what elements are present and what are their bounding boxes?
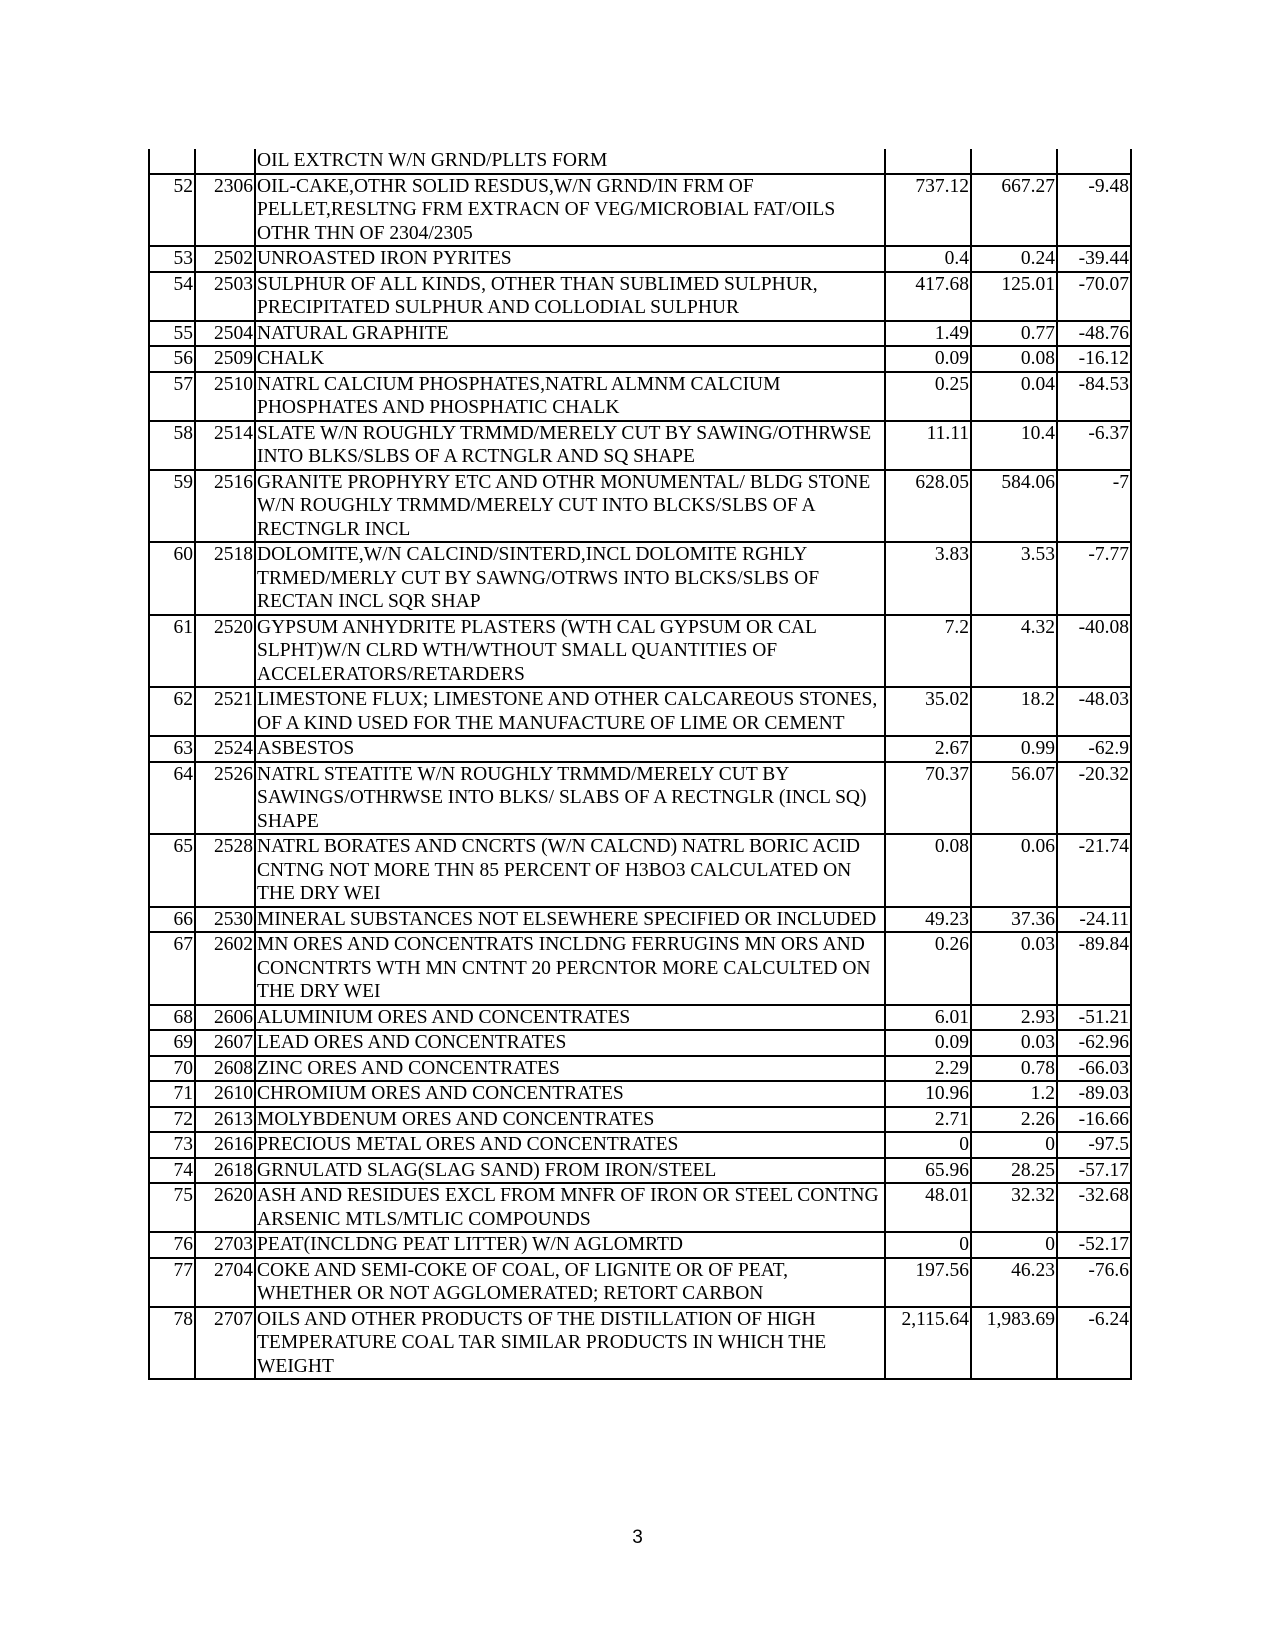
value-1-cell: 3.83 [885, 542, 971, 615]
serial-cell: 64 [149, 762, 195, 835]
value-1-cell: 70.37 [885, 762, 971, 835]
serial-cell: 61 [149, 615, 195, 688]
serial-cell: 56 [149, 346, 195, 372]
value-1-cell: 65.96 [885, 1158, 971, 1184]
change-cell: -24.11 [1057, 907, 1131, 933]
value-2-cell: 0.03 [971, 1030, 1057, 1056]
hs-code-cell: 2524 [195, 736, 255, 762]
value-1-cell: 48.01 [885, 1183, 971, 1232]
change-cell: -70.07 [1057, 272, 1131, 321]
serial-cell: 55 [149, 321, 195, 347]
hs-code-cell: 2602 [195, 932, 255, 1005]
value-1-cell: 7.2 [885, 615, 971, 688]
value-2-cell: 37.36 [971, 907, 1057, 933]
hs-code-cell: 2503 [195, 272, 255, 321]
table-row [149, 907, 1131, 933]
serial-cell: 53 [149, 246, 195, 272]
value-2-cell: 32.32 [971, 1183, 1057, 1232]
change-cell: -16.66 [1057, 1107, 1131, 1133]
value-2-cell: 0.04 [971, 372, 1057, 421]
serial-cell: 57 [149, 372, 195, 421]
serial-cell: 63 [149, 736, 195, 762]
change-cell: -32.68 [1057, 1183, 1131, 1232]
hs-code-cell: 2510 [195, 372, 255, 421]
description-cell: SLATE W/N ROUGHLY TRMMD/MERELY CUT BY SAWING/OTHRWSE INTO BLKS/SLBS OF A RCTNGLR AND SQ SHAPE [255, 421, 885, 470]
description-cell: ASH AND RESIDUES EXCL FROM MNFR OF IRON OR STEEL CONTNG ARSENIC MTLS/MTLIC COMPOUNDS [255, 1183, 885, 1232]
value-2-cell: 0.03 [971, 932, 1057, 1005]
hs-code-cell: 2618 [195, 1158, 255, 1184]
value-2-cell: 0.24 [971, 246, 1057, 272]
serial-cell: 68 [149, 1005, 195, 1031]
description-cell: UNROASTED IRON PYRITES [255, 246, 885, 272]
serial-cell: 59 [149, 470, 195, 543]
change-cell: -7 [1057, 470, 1131, 543]
serial-cell: 60 [149, 542, 195, 615]
value-1-cell: 0.09 [885, 346, 971, 372]
value-1-cell: 0.25 [885, 372, 971, 421]
table-row [149, 1030, 1131, 1056]
value-1-cell: 737.12 [885, 174, 971, 247]
hs-code-cell: 2514 [195, 421, 255, 470]
change-cell: -89.03 [1057, 1081, 1131, 1107]
change-cell: -62.9 [1057, 736, 1131, 762]
hs-code-cell: 2502 [195, 246, 255, 272]
hs-code-cell [195, 149, 255, 174]
table-row [149, 1056, 1131, 1082]
serial-cell: 54 [149, 272, 195, 321]
change-cell: -6.24 [1057, 1307, 1131, 1380]
value-2-cell: 2.26 [971, 1107, 1057, 1133]
hs-code-cell: 2521 [195, 687, 255, 736]
description-cell: MINERAL SUBSTANCES NOT ELSEWHERE SPECIFIED OR INCLUDED [255, 907, 885, 933]
value-1-cell: 2.71 [885, 1107, 971, 1133]
table-row [149, 615, 1131, 688]
change-cell: -48.76 [1057, 321, 1131, 347]
table-row [149, 1258, 1131, 1307]
value-1-cell: 0.4 [885, 246, 971, 272]
value-1-cell: 628.05 [885, 470, 971, 543]
value-1-cell: 2.67 [885, 736, 971, 762]
change-cell [1057, 149, 1131, 174]
value-2-cell [971, 149, 1057, 174]
value-2-cell: 0.99 [971, 736, 1057, 762]
value-2-cell: 10.4 [971, 421, 1057, 470]
change-cell: -51.21 [1057, 1005, 1131, 1031]
value-2-cell: 0.06 [971, 834, 1057, 907]
hs-code-cell: 2530 [195, 907, 255, 933]
table-row [149, 1307, 1131, 1380]
serial-cell: 74 [149, 1158, 195, 1184]
serial-cell: 78 [149, 1307, 195, 1380]
serial-cell: 73 [149, 1132, 195, 1158]
description-cell: OIL EXTRCTN W/N GRND/PLLTS FORM [255, 149, 885, 174]
change-cell: -7.77 [1057, 542, 1131, 615]
value-2-cell: 0.08 [971, 346, 1057, 372]
hs-code-cell: 2526 [195, 762, 255, 835]
description-cell: ASBESTOS [255, 736, 885, 762]
serial-cell: 72 [149, 1107, 195, 1133]
description-cell: CHALK [255, 346, 885, 372]
hs-code-cell: 2703 [195, 1232, 255, 1258]
hs-code-cell: 2518 [195, 542, 255, 615]
change-cell: -9.48 [1057, 174, 1131, 247]
value-1-cell: 11.11 [885, 421, 971, 470]
description-cell: OIL-CAKE,OTHR SOLID RESDUS,W/N GRND/IN FRM OF PELLET,RESLTNG FRM EXTRACN OF VEG/MICROBIAL FAT/OILS OTHR THN OF 2304/2305 [255, 174, 885, 247]
value-2-cell: 1,983.69 [971, 1307, 1057, 1380]
hs-code-cell: 2707 [195, 1307, 255, 1380]
value-1-cell: 0.26 [885, 932, 971, 1005]
hs-code-cell: 2306 [195, 174, 255, 247]
hs-code-cell: 2520 [195, 615, 255, 688]
change-cell: -62.96 [1057, 1030, 1131, 1056]
value-2-cell: 28.25 [971, 1158, 1057, 1184]
table-row [149, 1005, 1131, 1031]
description-cell: MOLYBDENUM ORES AND CONCENTRATES [255, 1107, 885, 1133]
value-2-cell: 0.78 [971, 1056, 1057, 1082]
change-cell: -57.17 [1057, 1158, 1131, 1184]
hs-code-cell: 2704 [195, 1258, 255, 1307]
table-row [149, 762, 1131, 835]
table-row [149, 687, 1131, 736]
change-cell: -89.84 [1057, 932, 1131, 1005]
description-cell: OILS AND OTHER PRODUCTS OF THE DISTILLATION OF HIGH TEMPERATURE COAL TAR SIMILAR PRODUCTS IN WHICH THE WEIGHT [255, 1307, 885, 1380]
table-row [149, 346, 1131, 372]
description-cell: SULPHUR OF ALL KINDS, OTHER THAN SUBLIMED SULPHUR, PRECIPITATED SULPHUR AND COLLODIAL SULPHUR [255, 272, 885, 321]
change-cell: -21.74 [1057, 834, 1131, 907]
value-1-cell: 0.09 [885, 1030, 971, 1056]
table-row [149, 1132, 1131, 1158]
description-cell: NATRL BORATES AND CNCRTS (W/N CALCND) NATRL BORIC ACID CNTNG NOT MORE THN 85 PERCENT OF H3BO3 CALCULATED ON THE DRY WEI [255, 834, 885, 907]
description-cell: MN ORES AND CONCENTRATS INCLDNG FERRUGINS MN ORS AND CONCNTRTS WTH MN CNTNT 20 PERCNTOR MORE CALCULTED ON THE DRY WEI [255, 932, 885, 1005]
description-cell: GRNULATD SLAG(SLAG SAND) FROM IRON/STEEL [255, 1158, 885, 1184]
value-2-cell: 0.77 [971, 321, 1057, 347]
value-1-cell: 2.29 [885, 1056, 971, 1082]
hs-code-cell: 2613 [195, 1107, 255, 1133]
change-cell: -66.03 [1057, 1056, 1131, 1082]
value-2-cell: 584.06 [971, 470, 1057, 543]
value-2-cell: 1.2 [971, 1081, 1057, 1107]
serial-cell: 65 [149, 834, 195, 907]
change-cell: -39.44 [1057, 246, 1131, 272]
change-cell: -48.03 [1057, 687, 1131, 736]
value-2-cell: 667.27 [971, 174, 1057, 247]
value-1-cell: 197.56 [885, 1258, 971, 1307]
value-1-cell: 49.23 [885, 907, 971, 933]
table-row [149, 372, 1131, 421]
serial-cell: 70 [149, 1056, 195, 1082]
change-cell: -76.6 [1057, 1258, 1131, 1307]
page-number: 3 [632, 1527, 643, 1548]
value-1-cell: 0.08 [885, 834, 971, 907]
table-row [149, 1081, 1131, 1107]
table-row [149, 1158, 1131, 1184]
value-1-cell: 0 [885, 1232, 971, 1258]
serial-cell [149, 149, 195, 174]
hs-code-cell: 2528 [195, 834, 255, 907]
serial-cell: 77 [149, 1258, 195, 1307]
table-row [149, 421, 1131, 470]
value-1-cell: 1.49 [885, 321, 971, 347]
table-row [149, 932, 1131, 1005]
change-cell: -40.08 [1057, 615, 1131, 688]
serial-cell: 71 [149, 1081, 195, 1107]
table-row [149, 542, 1131, 615]
serial-cell: 62 [149, 687, 195, 736]
table-row [149, 321, 1131, 347]
hs-code-cell: 2504 [195, 321, 255, 347]
hs-code-cell: 2616 [195, 1132, 255, 1158]
description-cell: PRECIOUS METAL ORES AND CONCENTRATES [255, 1132, 885, 1158]
value-2-cell: 56.07 [971, 762, 1057, 835]
description-cell: GRANITE PROPHYRY ETC AND OTHR MONUMENTAL/ BLDG STONE W/N ROUGHLY TRMMD/MERELY CUT INTO BLCKS/SLBS OF A RECTNGLR INCL [255, 470, 885, 543]
change-cell: -6.37 [1057, 421, 1131, 470]
continuation-row [149, 149, 1131, 174]
description-cell: NATURAL GRAPHITE [255, 321, 885, 347]
serial-cell: 52 [149, 174, 195, 247]
value-1-cell [885, 149, 971, 174]
table-row [149, 272, 1131, 321]
change-cell: -52.17 [1057, 1232, 1131, 1258]
hs-code-cell: 2610 [195, 1081, 255, 1107]
change-cell: -97.5 [1057, 1132, 1131, 1158]
description-cell: PEAT(INCLDNG PEAT LITTER) W/N AGLOMRTD [255, 1232, 885, 1258]
description-cell: LEAD ORES AND CONCENTRATES [255, 1030, 885, 1056]
value-2-cell: 18.2 [971, 687, 1057, 736]
table-row [149, 834, 1131, 907]
table-row [149, 1107, 1131, 1133]
description-cell: COKE AND SEMI-COKE OF COAL, OF LIGNITE OR OF PEAT, WHETHER OR NOT AGGLOMERATED; RETORT CARBON [255, 1258, 885, 1307]
table-row [149, 246, 1131, 272]
commodity-table [148, 149, 1132, 1380]
value-2-cell: 2.93 [971, 1005, 1057, 1031]
change-cell: -16.12 [1057, 346, 1131, 372]
value-1-cell: 6.01 [885, 1005, 971, 1031]
value-1-cell: 35.02 [885, 687, 971, 736]
description-cell: LIMESTONE FLUX; LIMESTONE AND OTHER CALCAREOUS STONES, OF A KIND USED FOR THE MANUFACTURE OF LIME OR CEMENT [255, 687, 885, 736]
description-cell: DOLOMITE,W/N CALCIND/SINTERD,INCL DOLOMITE RGHLY TRMED/MERLY CUT BY SAWNG/OTRWS INTO BLCKS/SLBS OF RECTAN INCL SQR SHAP [255, 542, 885, 615]
hs-code-cell: 2516 [195, 470, 255, 543]
value-2-cell: 3.53 [971, 542, 1057, 615]
value-2-cell: 4.32 [971, 615, 1057, 688]
serial-cell: 66 [149, 907, 195, 933]
serial-cell: 75 [149, 1183, 195, 1232]
hs-code-cell: 2606 [195, 1005, 255, 1031]
description-cell: ALUMINIUM ORES AND CONCENTRATES [255, 1005, 885, 1031]
value-1-cell: 2,115.64 [885, 1307, 971, 1380]
description-cell: ZINC ORES AND CONCENTRATES [255, 1056, 885, 1082]
serial-cell: 69 [149, 1030, 195, 1056]
hs-code-cell: 2607 [195, 1030, 255, 1056]
description-cell: GYPSUM ANHYDRITE PLASTERS (WTH CAL GYPSUM OR CAL SLPHT)W/N CLRD WTH/WTHOUT SMALL QUANTITIES OF ACCELERATORS/RETARDERS [255, 615, 885, 688]
serial-cell: 67 [149, 932, 195, 1005]
table-row [149, 736, 1131, 762]
table-row [149, 1232, 1131, 1258]
description-cell: CHROMIUM ORES AND CONCENTRATES [255, 1081, 885, 1107]
serial-cell: 76 [149, 1232, 195, 1258]
hs-code-cell: 2620 [195, 1183, 255, 1232]
serial-cell: 58 [149, 421, 195, 470]
hs-code-cell: 2608 [195, 1056, 255, 1082]
value-1-cell: 0 [885, 1132, 971, 1158]
value-1-cell: 417.68 [885, 272, 971, 321]
table-row [149, 174, 1131, 247]
description-cell: NATRL CALCIUM PHOSPHATES,NATRL ALMNM CALCIUM PHOSPHATES AND PHOSPHATIC CHALK [255, 372, 885, 421]
value-2-cell: 125.01 [971, 272, 1057, 321]
value-2-cell: 0 [971, 1232, 1057, 1258]
change-cell: -84.53 [1057, 372, 1131, 421]
description-cell: NATRL STEATITE W/N ROUGHLY TRMMD/MERELY CUT BY SAWINGS/OTHRWSE INTO BLKS/ SLABS OF A RECTNGLR (INCL SQ) SHAPE [255, 762, 885, 835]
change-cell: -20.32 [1057, 762, 1131, 835]
value-2-cell: 0 [971, 1132, 1057, 1158]
hs-code-cell: 2509 [195, 346, 255, 372]
table-row [149, 470, 1131, 543]
value-2-cell: 46.23 [971, 1258, 1057, 1307]
table-row [149, 1183, 1131, 1232]
value-1-cell: 10.96 [885, 1081, 971, 1107]
